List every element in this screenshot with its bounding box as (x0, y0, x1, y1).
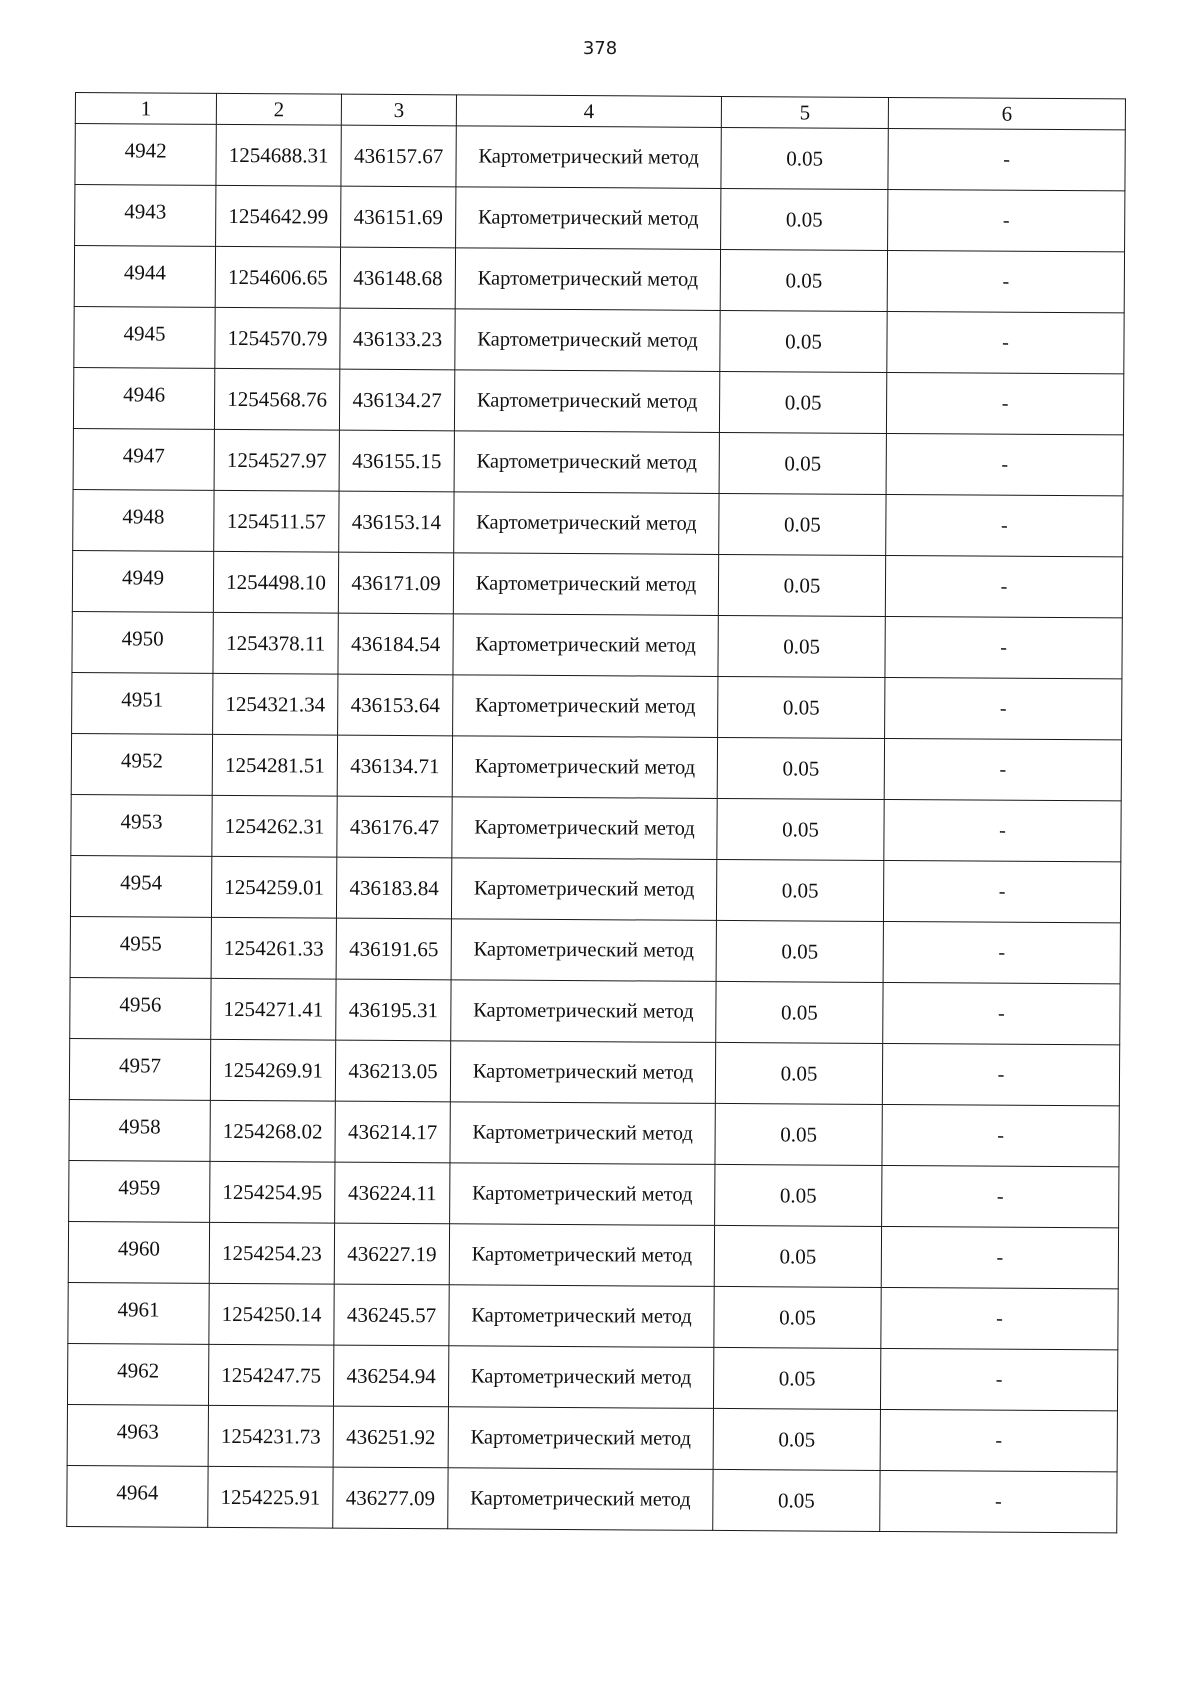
note-cell: - (885, 677, 1122, 739)
accuracy-cell: 0.05 (715, 1103, 882, 1165)
y-coordinate-cell: 436171.09 (338, 552, 453, 614)
table-row (73, 489, 1123, 556)
method-cell: Картометрический метод (452, 797, 717, 860)
table-row (69, 1160, 1119, 1227)
point-number-cell: 4944 (74, 246, 215, 308)
y-coordinate-cell: 436213.05 (335, 1040, 450, 1102)
y-coordinate-cell: 436155.15 (339, 430, 454, 492)
table-row (75, 185, 1125, 252)
accuracy-cell: 0.05 (717, 737, 884, 799)
table-row (70, 855, 1120, 922)
accuracy-cell: 0.05 (714, 1225, 881, 1287)
method-cell: Картометрический метод (448, 1407, 713, 1470)
note-cell: - (884, 799, 1121, 861)
note-cell: - (886, 372, 1123, 434)
table-body (67, 124, 1126, 1533)
x-coordinate-cell: 1254247.75 (208, 1344, 333, 1406)
method-cell: Картометрический метод (451, 980, 716, 1043)
note-cell: - (886, 433, 1123, 495)
accuracy-cell: 0.05 (719, 371, 886, 433)
method-cell: Картометрический метод (455, 309, 720, 372)
method-cell: Картометрический метод (451, 858, 716, 921)
y-coordinate-cell: 436157.67 (341, 125, 456, 187)
x-coordinate-cell: 1254254.95 (210, 1161, 335, 1223)
note-cell: - (885, 555, 1122, 617)
accuracy-cell: 0.05 (719, 432, 886, 494)
y-coordinate-cell: 436251.92 (333, 1406, 448, 1468)
coordinates-table (66, 92, 1126, 1533)
x-coordinate-cell: 1254527.97 (214, 429, 339, 491)
x-coordinate-cell: 1254271.41 (211, 978, 336, 1040)
method-cell: Картометрический метод (452, 736, 717, 799)
point-number-cell: 4963 (67, 1404, 208, 1466)
point-number-cell: 4943 (75, 185, 216, 247)
note-cell: - (887, 250, 1124, 312)
point-number-cell: 4950 (72, 611, 213, 673)
method-cell: Картометрический метод (454, 492, 719, 555)
page-number: 378 (582, 38, 618, 59)
table-row (69, 1099, 1119, 1166)
coordinates-table-container (66, 92, 1125, 1533)
accuracy-cell: 0.05 (715, 1164, 882, 1226)
column-header-3: 3 (341, 94, 456, 126)
x-coordinate-cell: 1254268.02 (210, 1100, 335, 1162)
table-row (67, 1343, 1117, 1410)
y-coordinate-cell: 436195.31 (336, 979, 451, 1041)
method-cell: Картометрический метод (450, 1041, 715, 1104)
method-cell: Картометрический метод (454, 431, 719, 494)
note-cell: - (888, 189, 1125, 251)
note-cell: - (887, 311, 1124, 373)
x-coordinate-cell: 1254259.01 (211, 856, 336, 918)
point-number-cell: 4942 (75, 124, 216, 186)
accuracy-cell: 0.05 (716, 981, 883, 1043)
table-row (70, 977, 1120, 1044)
table-row (69, 1038, 1119, 1105)
point-number-cell: 4959 (69, 1160, 210, 1222)
table-row (75, 124, 1125, 191)
y-coordinate-cell: 436277.09 (333, 1467, 448, 1529)
point-number-cell: 4954 (70, 855, 211, 917)
point-number-cell: 4949 (72, 550, 213, 612)
table-row (74, 246, 1124, 313)
point-number-cell: 4956 (70, 977, 211, 1039)
accuracy-cell: 0.05 (714, 1286, 881, 1348)
y-coordinate-cell: 436191.65 (336, 918, 451, 980)
method-cell: Картометрический метод (456, 187, 721, 250)
y-coordinate-cell: 436176.47 (337, 796, 452, 858)
accuracy-cell: 0.05 (721, 127, 888, 189)
note-cell: - (880, 1470, 1117, 1532)
note-cell: - (882, 1165, 1119, 1227)
note-cell: - (884, 738, 1121, 800)
point-number-cell: 4957 (69, 1038, 210, 1100)
y-coordinate-cell: 436184.54 (338, 613, 453, 675)
note-cell: - (888, 128, 1125, 190)
note-cell: - (885, 616, 1122, 678)
accuracy-cell: 0.05 (713, 1469, 880, 1531)
method-cell: Картометрический метод (451, 919, 716, 982)
column-header-5: 5 (721, 96, 888, 128)
point-number-cell: 4960 (68, 1221, 209, 1283)
method-cell: Картометрический метод (453, 553, 718, 616)
table-row (68, 1221, 1118, 1288)
method-cell: Картометрический метод (450, 1163, 715, 1226)
point-number-cell: 4955 (70, 916, 211, 978)
note-cell: - (882, 1043, 1119, 1105)
x-coordinate-cell: 1254225.91 (208, 1466, 333, 1528)
point-number-cell: 4953 (71, 794, 212, 856)
table-row (71, 733, 1121, 800)
method-cell: Картометрический метод (456, 126, 721, 189)
x-coordinate-cell: 1254378.11 (213, 612, 338, 674)
y-coordinate-cell: 436134.71 (337, 735, 452, 797)
accuracy-cell: 0.05 (715, 1042, 882, 1104)
x-coordinate-cell: 1254262.31 (212, 795, 337, 857)
accuracy-cell: 0.05 (716, 859, 883, 921)
table-row (67, 1465, 1117, 1532)
point-number-cell: 4962 (67, 1343, 208, 1405)
table-row (72, 611, 1122, 678)
method-cell: Картометрический метод (455, 248, 720, 311)
accuracy-cell: 0.05 (713, 1347, 880, 1409)
column-header-4: 4 (456, 95, 721, 128)
table-row (68, 1282, 1118, 1349)
y-coordinate-cell: 436214.17 (335, 1101, 450, 1163)
method-cell: Картометрический метод (453, 675, 718, 738)
x-coordinate-cell: 1254261.33 (211, 917, 336, 979)
y-coordinate-cell: 436153.14 (339, 491, 454, 553)
x-coordinate-cell: 1254606.65 (215, 246, 340, 308)
y-coordinate-cell: 436148.68 (340, 247, 455, 309)
table-row (73, 367, 1123, 434)
accuracy-cell: 0.05 (713, 1408, 880, 1470)
accuracy-cell: 0.05 (718, 676, 885, 738)
column-header-1: 1 (75, 93, 216, 125)
y-coordinate-cell: 436133.23 (340, 308, 455, 370)
note-cell: - (881, 1226, 1118, 1288)
method-cell: Картометрический метод (448, 1346, 713, 1409)
y-coordinate-cell: 436134.27 (339, 369, 454, 431)
note-cell: - (881, 1287, 1118, 1349)
note-cell: - (886, 494, 1123, 556)
note-cell: - (880, 1348, 1117, 1410)
point-number-cell: 4945 (74, 306, 215, 368)
accuracy-cell: 0.05 (717, 798, 884, 860)
table-row (74, 306, 1124, 373)
note-cell: - (883, 982, 1120, 1044)
column-header-2: 2 (216, 93, 341, 125)
x-coordinate-cell: 1254498.10 (213, 551, 338, 613)
y-coordinate-cell: 436153.64 (338, 674, 453, 736)
y-coordinate-cell: 436227.19 (334, 1223, 449, 1285)
accuracy-cell: 0.05 (721, 188, 888, 250)
x-coordinate-cell: 1254511.57 (214, 490, 339, 552)
method-cell: Картометрический метод (450, 1102, 715, 1165)
accuracy-cell: 0.05 (718, 615, 885, 677)
method-cell: Картометрический метод (454, 370, 719, 433)
x-coordinate-cell: 1254281.51 (212, 734, 337, 796)
x-coordinate-cell: 1254642.99 (216, 185, 341, 247)
method-cell: Картометрический метод (453, 614, 718, 677)
accuracy-cell: 0.05 (719, 493, 886, 555)
method-cell: Картометрический метод (448, 1468, 713, 1531)
point-number-cell: 4964 (67, 1465, 208, 1527)
table-row (72, 550, 1122, 617)
table-row (70, 916, 1120, 983)
y-coordinate-cell: 436224.11 (335, 1162, 450, 1224)
table-row (73, 428, 1123, 495)
x-coordinate-cell: 1254269.91 (210, 1039, 335, 1101)
table-row (71, 794, 1121, 861)
note-cell: - (883, 860, 1120, 922)
method-cell: Картометрический метод (449, 1224, 714, 1287)
table-row (72, 672, 1122, 739)
point-number-cell: 4946 (73, 367, 214, 429)
table-row (67, 1404, 1117, 1471)
accuracy-cell: 0.05 (720, 249, 887, 311)
point-number-cell: 4958 (69, 1099, 210, 1161)
x-coordinate-cell: 1254688.31 (216, 124, 341, 186)
point-number-cell: 4961 (68, 1282, 209, 1344)
x-coordinate-cell: 1254254.23 (209, 1222, 334, 1284)
x-coordinate-cell: 1254568.76 (214, 368, 339, 430)
y-coordinate-cell: 436151.69 (341, 186, 456, 248)
y-coordinate-cell: 436183.84 (336, 857, 451, 919)
y-coordinate-cell: 436245.57 (334, 1284, 449, 1346)
x-coordinate-cell: 1254321.34 (213, 673, 338, 735)
note-cell: - (882, 1104, 1119, 1166)
point-number-cell: 4951 (72, 672, 213, 734)
accuracy-cell: 0.05 (718, 554, 885, 616)
x-coordinate-cell: 1254231.73 (208, 1405, 333, 1467)
x-coordinate-cell: 1254570.79 (215, 307, 340, 369)
accuracy-cell: 0.05 (716, 920, 883, 982)
note-cell: - (883, 921, 1120, 983)
column-header-6: 6 (888, 97, 1125, 129)
point-number-cell: 4947 (73, 428, 214, 490)
point-number-cell: 4952 (71, 733, 212, 795)
accuracy-cell: 0.05 (720, 310, 887, 372)
method-cell: Картометрический метод (449, 1285, 714, 1348)
point-number-cell: 4948 (73, 489, 214, 551)
note-cell: - (880, 1409, 1117, 1471)
x-coordinate-cell: 1254250.14 (209, 1283, 334, 1345)
y-coordinate-cell: 436254.94 (333, 1345, 448, 1407)
